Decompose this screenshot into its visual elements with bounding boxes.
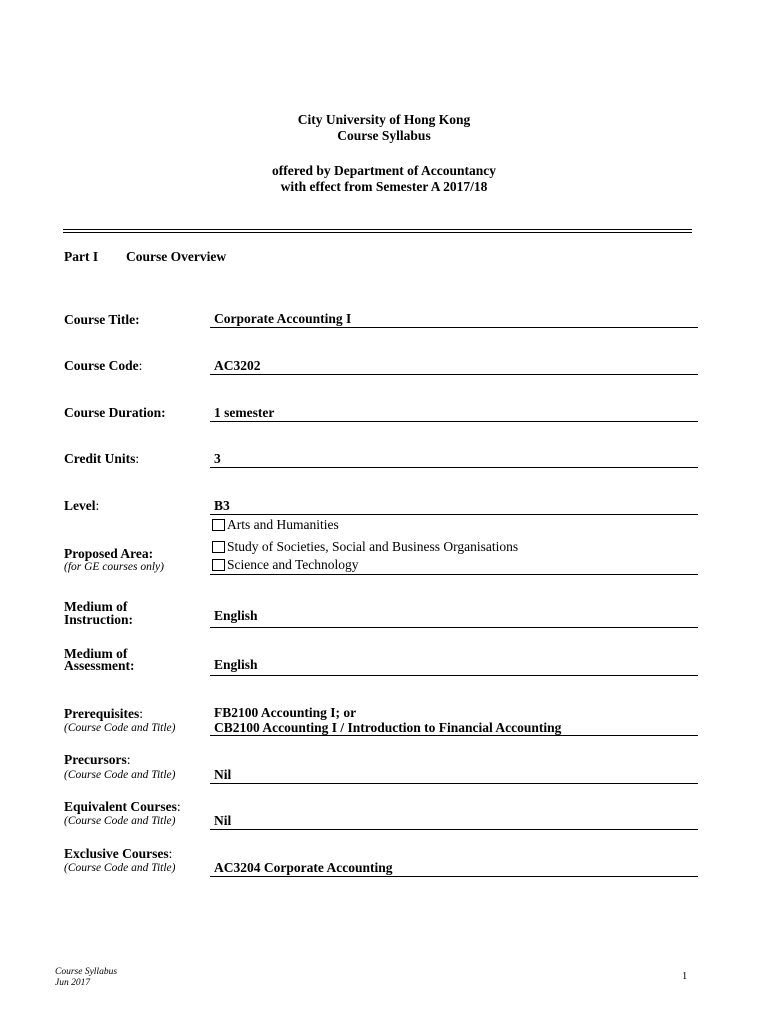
checkbox-icon[interactable]	[212, 559, 225, 571]
medium-assessment-label2: Assessment:	[64, 658, 135, 673]
medium-instruction-label2: Instruction:	[64, 612, 134, 627]
checkbox-icon[interactable]	[212, 519, 225, 531]
header-divider-bottom	[63, 232, 692, 233]
header-divider-top	[63, 229, 692, 230]
precursors-value: Nil	[214, 767, 232, 782]
medium-assessment-value: English	[214, 657, 258, 672]
area-option-societies[interactable]: Study of Societies, Social and Business Organisations	[212, 539, 518, 555]
medium-instruction-line	[210, 627, 698, 628]
part-number: Part I	[64, 249, 99, 264]
medium-instruction-label1: Medium of	[64, 599, 128, 614]
equivalent-value: Nil	[214, 813, 232, 828]
prerequisites-sub: (Course Code and Title)	[64, 722, 176, 734]
precursors-label: Precursors:	[64, 752, 131, 767]
proposed-area-line	[210, 574, 698, 575]
credit-units-label: Credit Units:	[64, 451, 140, 466]
footer-date: Jun 2017	[55, 978, 91, 988]
level-line	[210, 514, 698, 515]
credit-units-value: 3	[214, 451, 221, 466]
prerequisites-label: Prerequisites:	[64, 706, 144, 721]
exclusive-sub: (Course Code and Title)	[64, 862, 176, 874]
course-duration-label: Course Duration:	[64, 405, 166, 420]
course-title-label: Course Title:	[64, 312, 140, 327]
precursors-line	[210, 783, 698, 784]
course-duration-line	[210, 421, 698, 422]
medium-assessment-label1: Medium of	[64, 646, 128, 661]
level-value: B3	[214, 498, 230, 513]
prerequisites-line	[210, 735, 698, 736]
footer-doc-type: Course Syllabus	[55, 967, 118, 977]
course-code-label: Course Code:	[64, 358, 143, 373]
proposed-area-sub: (for GE courses only)	[64, 561, 164, 573]
exclusive-value: AC3204 Corporate Accounting	[214, 860, 393, 875]
page-number: 1	[682, 971, 688, 982]
exclusive-line	[210, 876, 698, 877]
equivalent-sub: (Course Code and Title)	[64, 815, 176, 827]
proposed-area-label: Proposed Area:	[64, 546, 154, 561]
medium-assessment-line	[210, 675, 698, 676]
course-title-line	[210, 327, 698, 328]
precursors-sub: (Course Code and Title)	[64, 769, 176, 781]
prerequisites-value1: FB2100 Accounting I; or	[214, 705, 357, 720]
part-title: Course Overview	[126, 249, 227, 264]
course-title-value: Corporate Accounting I	[214, 311, 352, 326]
course-code-line	[210, 374, 698, 375]
area-option-science[interactable]: Science and Technology	[212, 557, 359, 573]
offered-by: offered by Department of Accountancy	[272, 163, 496, 178]
course-duration-value: 1 semester	[214, 405, 275, 420]
equivalent-label: Equivalent Courses:	[64, 799, 181, 814]
area-option-arts[interactable]: Arts and Humanities	[212, 517, 339, 533]
effective-date: with effect from Semester A 2017/18	[280, 179, 488, 194]
university-name: City University of Hong Kong	[297, 112, 471, 127]
prerequisites-value2: CB2100 Accounting I / Introduction to Financial Accounting	[214, 720, 562, 735]
course-code-value: AC3202	[214, 358, 261, 373]
level-label: Level:	[64, 498, 100, 513]
checkbox-icon[interactable]	[212, 541, 225, 553]
document-type: Course Syllabus	[337, 128, 431, 143]
credit-units-line	[210, 467, 698, 468]
exclusive-label: Exclusive Courses:	[64, 846, 173, 861]
medium-instruction-value: English	[214, 608, 258, 623]
equivalent-line	[210, 829, 698, 830]
